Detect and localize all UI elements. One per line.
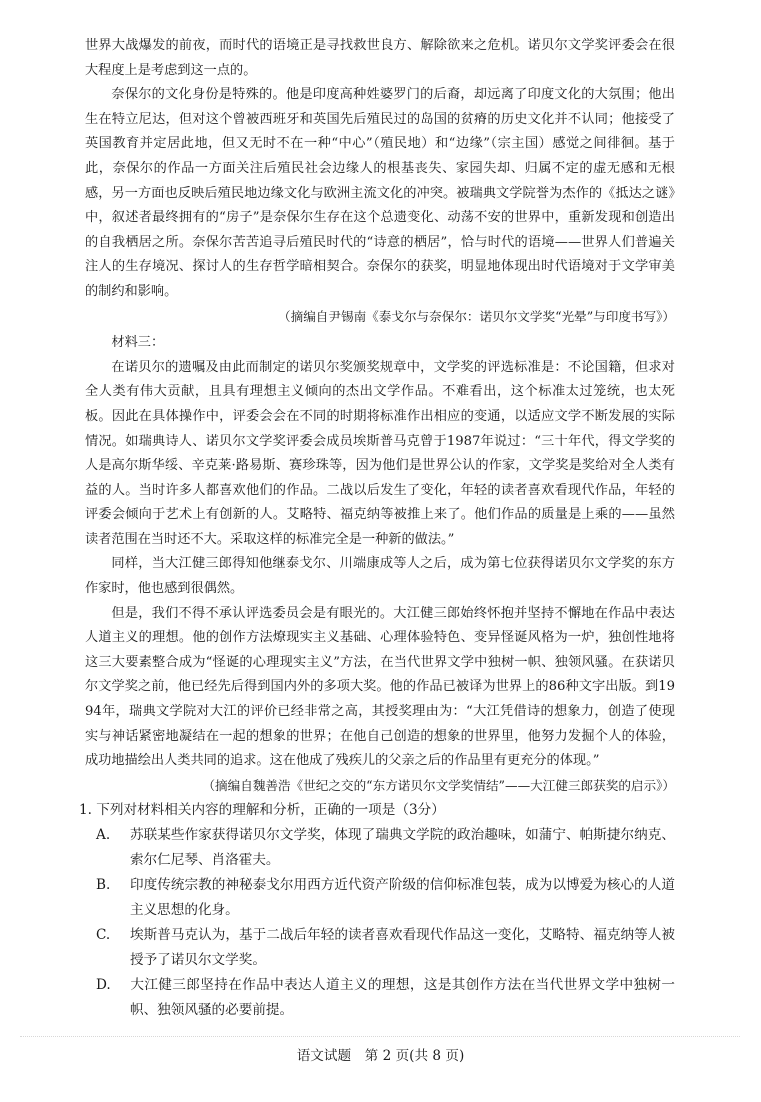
paragraph-naipaul: 奈保尔的文化身份是特殊的。他是印度高种姓婆罗门的后裔，却远离了印度文化的大氛围；他出生在特立尼达，但对这个曾被西班牙和英国先后殖民过的岛国的贫瘠的历史文化并不认同；他接受了英国教育并定居此地，但又无时不在一种“中心”（殖民地）和“边缘”（宗主国）感觉之间徘徊。基于此，奈保尔的作品一方面关注后殖民社会边缘人的根基丧失、家园失却、归属不定的虚无感和无根感，另一方面也反映后殖民地边缘文化与欧洲主流文化的冲突。被瑞典文学院誉为杰作的《抵达之谜》中，叙述者最终拥有的“房子”是奈保尔生存在这个总遗变化、动荡不安的世界中，重新发现和创造出的自我栖居之所。奈保尔苦苦追寻后殖民时代的“诗意的栖居”，恰与时代的语境——世界人们普遍关注人的生存境况、探讨人的生存哲学暗相契合。奈保尔的获奖，明显地体现出时代语境对于文学审美的制约和影响。	[85, 87, 675, 299]
scan-edge-line	[20, 1036, 740, 1038]
question-stem: 1. 下列对材料相关内容的理解和分析，正确的一项是（3分）	[79, 802, 445, 819]
paragraph-nobel-criteria: 在诺贝尔的遗嘱及由此而制定的诺贝尔奖颁奖规章中，文学奖的评选标准是：不论国籍，但求对全人类有伟大贡献，且具有理想主义倾向的杰出文学作品。不难看出，这个标准太过笼统，也太死板。因此在具体操作中，评委会会在不同的时期将标准作出相应的变通，以适应文学不断发展的实际情况。如瑞典诗人、诺贝尔文学奖评委会成员埃斯普马克曾于1987年说过：“三十年代，得文学奖的人是高尔斯华绥、辛克莱·路易斯、赛珍珠等，因为他们是世界公认的作家，文学奖是奖给对全人类有益的人。当时许多人都喜欢他们的作品。二战以后发生了变化，年轻的读者喜欢看现代作品，年轻的评委会倾向于艺术上有创新的人。艾略特、福克纳等被推上来了。他们作品的质量是上乘的——虽然读者范围在当时还不大。采取这样的标准完全是一种新的做法。”	[85, 359, 675, 547]
option-text: 埃斯普马克认为，基于二战后年轻的读者喜欢看现代作品这一变化，艾略特、福克纳等人被授予了诺贝尔文学奖。	[130, 927, 675, 969]
source-citation-1: （摘编自尹锡南《泰戈尔与奈保尔：诺贝尔文学奖“光晕”与印度书写》）	[278, 308, 675, 324]
material-three-heading: 材料三：	[111, 335, 165, 351]
paragraph-oe-chance: 同样，当大江健三郎得知他继泰戈尔、川端康成等人之后，成为第七位获得诺贝尔文学奖的东方作家时，他也感到很偶然。	[85, 556, 675, 597]
option-d	[96, 973, 675, 1023]
source-citation-2: （摘编自魏善浩《世纪之交的“东方诺贝尔文学奖情结”——大江健三郎获奖的启示》）	[202, 777, 675, 793]
option-letter: A.	[96, 827, 111, 844]
option-letter: B.	[96, 877, 111, 894]
option-b	[96, 873, 675, 923]
option-letter: C.	[96, 927, 111, 944]
option-text: 苏联某些作家获得诺贝尔文学奖，体现了瑞典文学院的政治趣味，如蒲宁、帕斯捷尔纳克、索尔仁尼琴、肖洛霍夫。	[130, 827, 675, 869]
paragraph-continued: 世界大战爆发的前夜，而时代的语境正是寻找救世良方、解除欲来之危机。诺贝尔文学奖评委会在很大程度上是考虑到这一点的。	[85, 38, 675, 78]
option-a	[96, 823, 675, 873]
option-text: 印度传统宗教的神秘泰戈尔用西方近代资产阶级的信仰标准包装，成为以博爱为核心的人道主义思想的化身。	[130, 877, 675, 919]
option-text: 大江健三郎坚持在作品中表达人道主义的理想，这是其创作方法在当代世界文学中独树一帜、独领风骚的必要前提。	[130, 977, 675, 1019]
exam-page	[79, 34, 675, 1023]
paragraph-oe-humanism: 但是，我们不得不承认评选委员会是有眼光的。大江健三郎始终怀抱并坚持不懈地在作品中表达人道主义的理想。他的创作方法燎现实主义基础、心理体验特色、变异怪诞风格为一炉，独创性地将这三大要素整合成为“怪诞的心理现实主义”方法，在当代世界文学中独树一帜、独领风骚。在获诺贝尔文学奖之前，他已经先后得到国内外的多项大奖。他的作品已被译为世界上的86种文字出版。到1994年，瑞典文学院对大江的评价已经非常之高，其授奖理由为：“大江凭借诗的想象力，创造了使现实与神话紧密地凝结在一起的想象的世界；在他自己创造的想象的世界里，他努力发掘个人的体验，成功地描绘出人类共同的追求。这在他成了残疾儿的父亲之后的作品里有更充分的体现。”	[85, 605, 675, 769]
page-footer: 语文试题 第 2 页(共 8 页)	[296, 1048, 465, 1064]
option-c	[96, 923, 675, 973]
option-letter: D.	[96, 977, 111, 994]
